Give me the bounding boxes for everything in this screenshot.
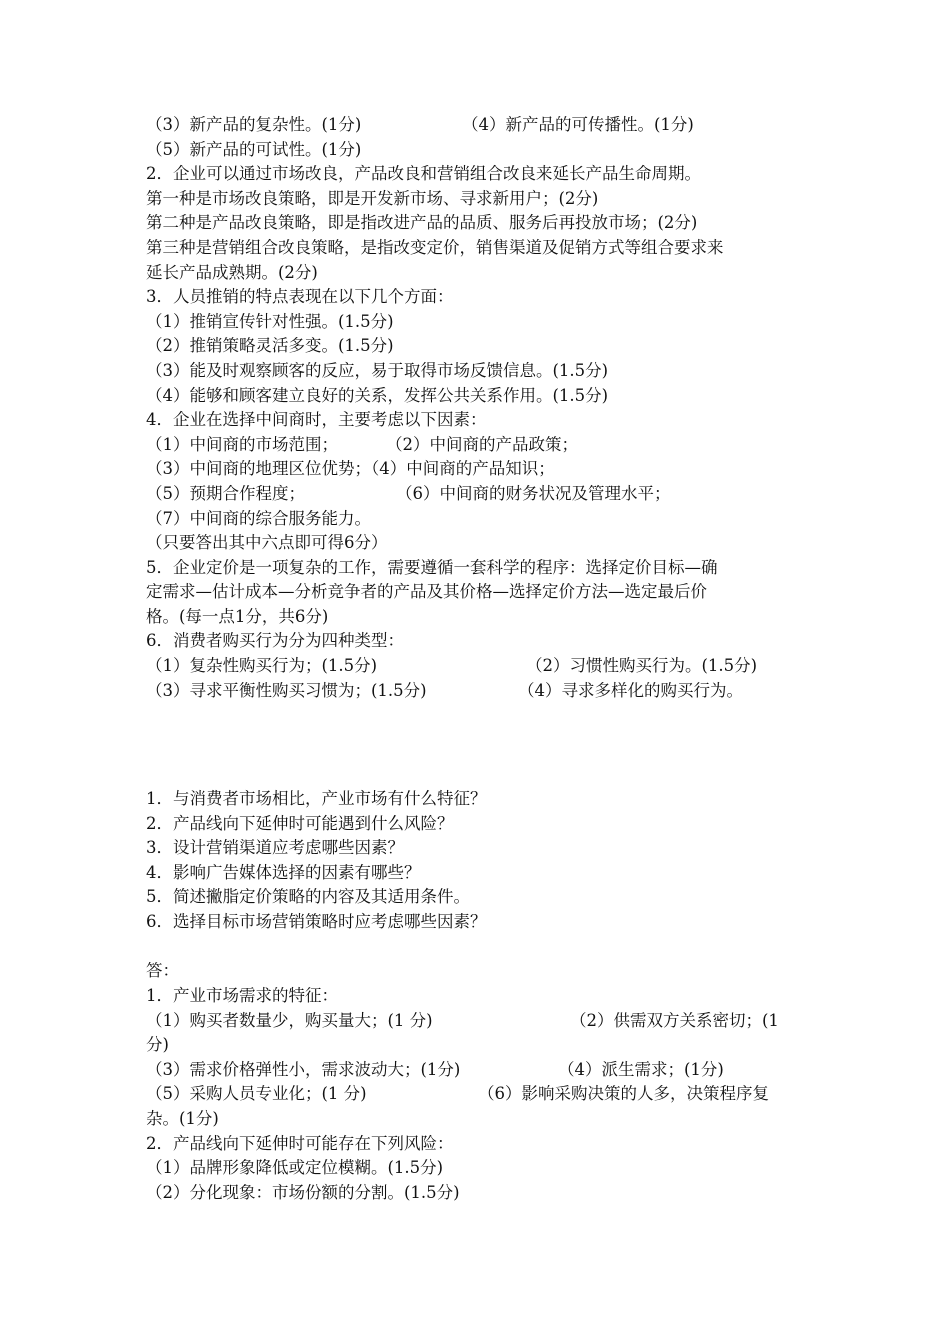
question-item: 2．产品线向下延伸时可能遇到什么风险？ — [146, 813, 454, 833]
question-item: 5．简述撇脂定价策略的内容及其适用条件。 — [146, 887, 470, 907]
text-line: （2）推销策略灵活多变。(1.5分) — [146, 336, 394, 356]
text-line: （3）寻求平衡性购买习惯为；(1.5分) （4）寻求多样化的购买行为。 — [146, 680, 743, 700]
question-item: 1．与消费者市场相比，产业市场有什么特征？ — [146, 789, 487, 808]
text-line: （3）需求价格弹性小，需求波动大；(1分) （4）派生需求；(1分) — [146, 1059, 724, 1079]
text-line: （2）分化现象：市场份额的分割。(1.5分) — [146, 1182, 460, 1202]
text-line: 2．企业可以通过市场改良，产品改良和营销组合改良来延长产品生命周期。 — [146, 164, 701, 184]
answer-label: 答： — [146, 961, 179, 980]
text-line: （1）购买者数量少，购买量大；(1 分) （2）供需双方关系密切；(1 — [146, 1010, 779, 1030]
text-line: （5）新产品的可试性。(1分) — [146, 139, 362, 159]
text-line: （7）中间商的综合服务能力。 — [146, 508, 371, 528]
question-item: 3．设计营销渠道应考虑哪些因素？ — [146, 838, 404, 858]
text-line: 3．人员推销的特点表现在以下几个方面： — [146, 287, 454, 307]
text-line: （1）中间商的市场范围； （2）中间商的产品政策； — [146, 434, 578, 454]
text-line: 分) — [146, 1035, 169, 1055]
text-line: 4．企业在选择中间商时，主要考虑以下因素： — [146, 410, 487, 430]
answer-section-b — [146, 984, 826, 1205]
text-line: 定需求—估计成本—分析竞争者的产品及其价格—选择定价方法—选定最后价 — [146, 582, 707, 602]
text-line: （3）中间商的地理区位优势；（4）中间商的产品知识； — [146, 459, 555, 479]
question-item: 4．影响广告媒体选择的因素有哪些？ — [146, 862, 421, 882]
question-item: 6．选择目标市场营销策略时应考虑哪些因素？ — [146, 911, 487, 931]
text-line: 6．消费者购买行为分为四种类型： — [146, 631, 404, 651]
text-line: （只要答出其中六点即可得6分） — [146, 533, 388, 553]
text-line: 杂。(1分) — [146, 1108, 219, 1128]
text-line: 第三种是营销组合改良策略，是指改变定价，销售渠道及促销方式等组合要求来 — [146, 237, 724, 257]
text-line: （3）新产品的复杂性。(1分) （4）新产品的可传播性。(1分) — [146, 115, 694, 134]
text-line: 第一种是市场改良策略，即是开发新市场、寻求新用户；(2分) — [146, 188, 599, 208]
text-line: （1）推销宣传针对性强。(1.5分) — [146, 311, 394, 331]
text-line: （1）品牌形象降低或定位模糊。(1.5分) — [146, 1158, 444, 1178]
text-line: （5）采购人员专业化；(1 分) （6）影响采购决策的人多，决策程序复 — [146, 1084, 769, 1104]
text-line: 5．企业定价是一项复杂的工作，需要遵循一套科学的程序：选择定价目标—确 — [146, 557, 718, 577]
question-list — [146, 787, 826, 935]
text-line: 1．产业市场需求的特征： — [146, 986, 338, 1005]
text-line: （1）复杂性购买行为；(1.5分) （2）习惯性购买行为。(1.5分) — [146, 656, 758, 676]
text-line: （4）能够和顾客建立良好的关系，发挥公共关系作用。(1.5分) — [146, 385, 609, 405]
text-line: 第二种是产品改良策略，即是指改进产品的品质、服务后再投放市场；(2分) — [146, 213, 698, 233]
text-line: 格。(每一点1分，共6分) — [146, 606, 329, 626]
text-line: 延长产品成熟期。(2分) — [146, 262, 318, 282]
text-line: （3）能及时观察顾客的反应，易于取得市场反馈信息。(1.5分) — [146, 360, 609, 380]
text-line: （5）预期合作程度； （6）中间商的财务状况及管理水平； — [146, 483, 671, 503]
text-line: 2．产品线向下延伸时可能存在下列风险： — [146, 1133, 454, 1153]
answer-section-a — [146, 113, 826, 703]
